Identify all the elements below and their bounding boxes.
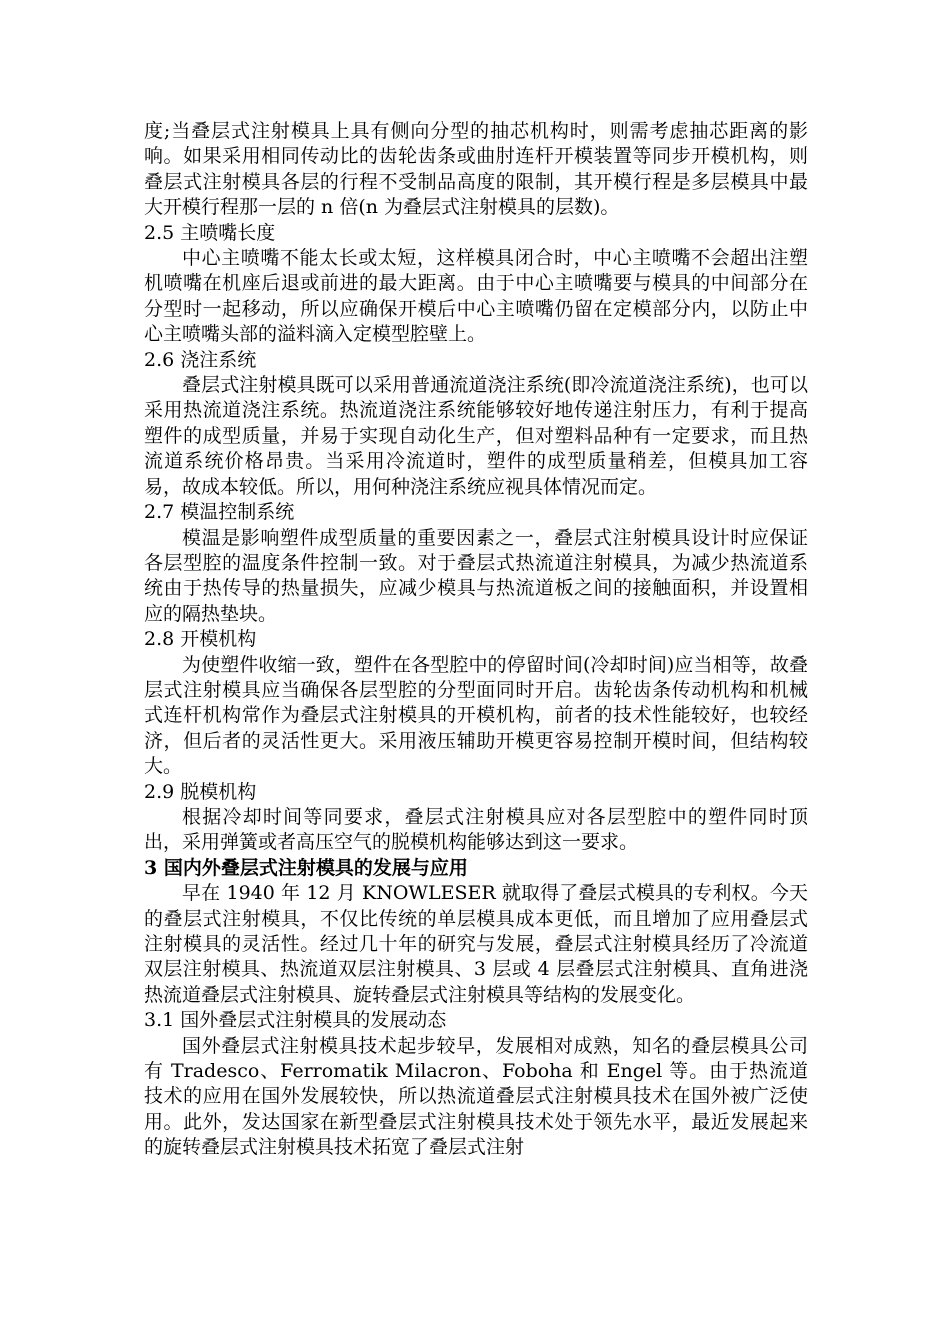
paragraph-mold-opening: 为使塑件收缩一致，塑件在各型腔中的停留时间(冷却时间)应当相等，故叠层式注射模具应当确保各层型腔的分型面同时开启。齿轮齿条传动机构和机械式连杆机构常作为叠层式注射模具的开模机构，前者的技术性能较好，也较经济，但后者的灵活性更大。采用液压辅助开模更容易控制开模时间，但结构较大。 [144,653,808,778]
section-heading-2-9: 2.9 脱模机构 [144,780,257,803]
section-heading-2-5: 2.5 主喷嘴长度 [144,221,276,244]
paragraph-continuation: 度;当叠层式注射模具上具有侧向分型的抽芯机构时，则需考虑抽芯距离的影响。如果采用相同传动比的齿轮齿条或曲肘连杆开模装置等同步开模机构，则叠层式注射模具各层的行程不受制品高度的限制，其开模行程是多层模具中最大开模行程那一层的 n 倍(n 为叠层式注射模具的层数)。 [144,120,808,219]
paragraph-gating-system: 叠层式注射模具既可以采用普通流道浇注系统(即冷流道浇注系统)，也可以采用热流道浇注系统。热流道浇注系统能够较好地传递注射压力，有利于提高塑件的成型质量，并易于实现自动化生产，但对塑料品种有一定要求，而且热流道系统价格昂贵。当采用冷流道时，塑件的成型质量稍差，但模具加工容易，故成本较低。所以，用何种浇注系统应视具体情况而定。 [144,374,808,498]
section-heading-2-6: 2.6 浇注系统 [144,348,257,371]
section-heading-3: 3 国内外叠层式注射模具的发展与应用 [144,856,468,879]
paragraph-nozzle-length: 中心主喷嘴不能太长或太短，这样模具闭合时，中心主喷嘴不会超出注塑机喷嘴在机座后退或前进的最大距离。由于中心主喷嘴要与模具的中间部分在分型时一起移动，所以应确保开模后中心主喷嘴仍留在定模部分内，以防止中心主喷嘴头部的溢料滴入定模型腔壁上。 [144,247,808,346]
document-page [144,119,808,1161]
paragraph-mold-temperature: 模温是影响塑件成型质量的重要因素之一，叠层式注射模具设计时应保证各层型腔的温度条件控制一致。对于叠层式热流道注射模具，为减少热流道系统由于热传导的热量损失，应减少模具与热流道板之间的接触面积，并设置相应的隔热垫块。 [144,526,808,625]
paragraph-foreign-development: 国外叠层式注射模具技术起步较早，发展相对成熟，知名的叠层模具公司有 Tradesco、Ferromatik Milacron、Foboha 和 Engel 等。由于热流道技术的应用在国外发展较快，所以热流道叠层式注射模具技术在国外被广泛使用。此外，发达国家在新型叠层式注射模具技术处于领先水平，最近发展起来的旋转叠层式注射模具技术拓宽了叠层式注射 [144,1034,808,1159]
paragraph-development-history: 早在 1940 年 12 月 KNOWLESER 就取得了叠层式模具的专利权。今天的叠层式注射模具，不仅比传统的单层模具成本更低，而且增加了应用叠层式注射模具的灵活性。经过几十年的研究与发展，叠层式注射模具经历了冷流道双层注射模具、热流道双层注射模具、3 层或 4 层叠层式注射模具、直角进浇热流道叠层式注射模具、旋转叠层式注射模具等结构的发展变化。 [144,882,808,1006]
paragraph-ejection: 根据冷却时间等同要求，叠层式注射模具应对各层型腔中的塑件同时顶出，采用弹簧或者高压空气的脱模机构能够达到这一要求。 [144,805,808,854]
section-heading-3-1: 3.1 国外叠层式注射模具的发展动态 [144,1009,447,1032]
section-heading-2-8: 2.8 开模机构 [144,628,257,651]
section-heading-2-7: 2.7 模温控制系统 [144,501,295,524]
